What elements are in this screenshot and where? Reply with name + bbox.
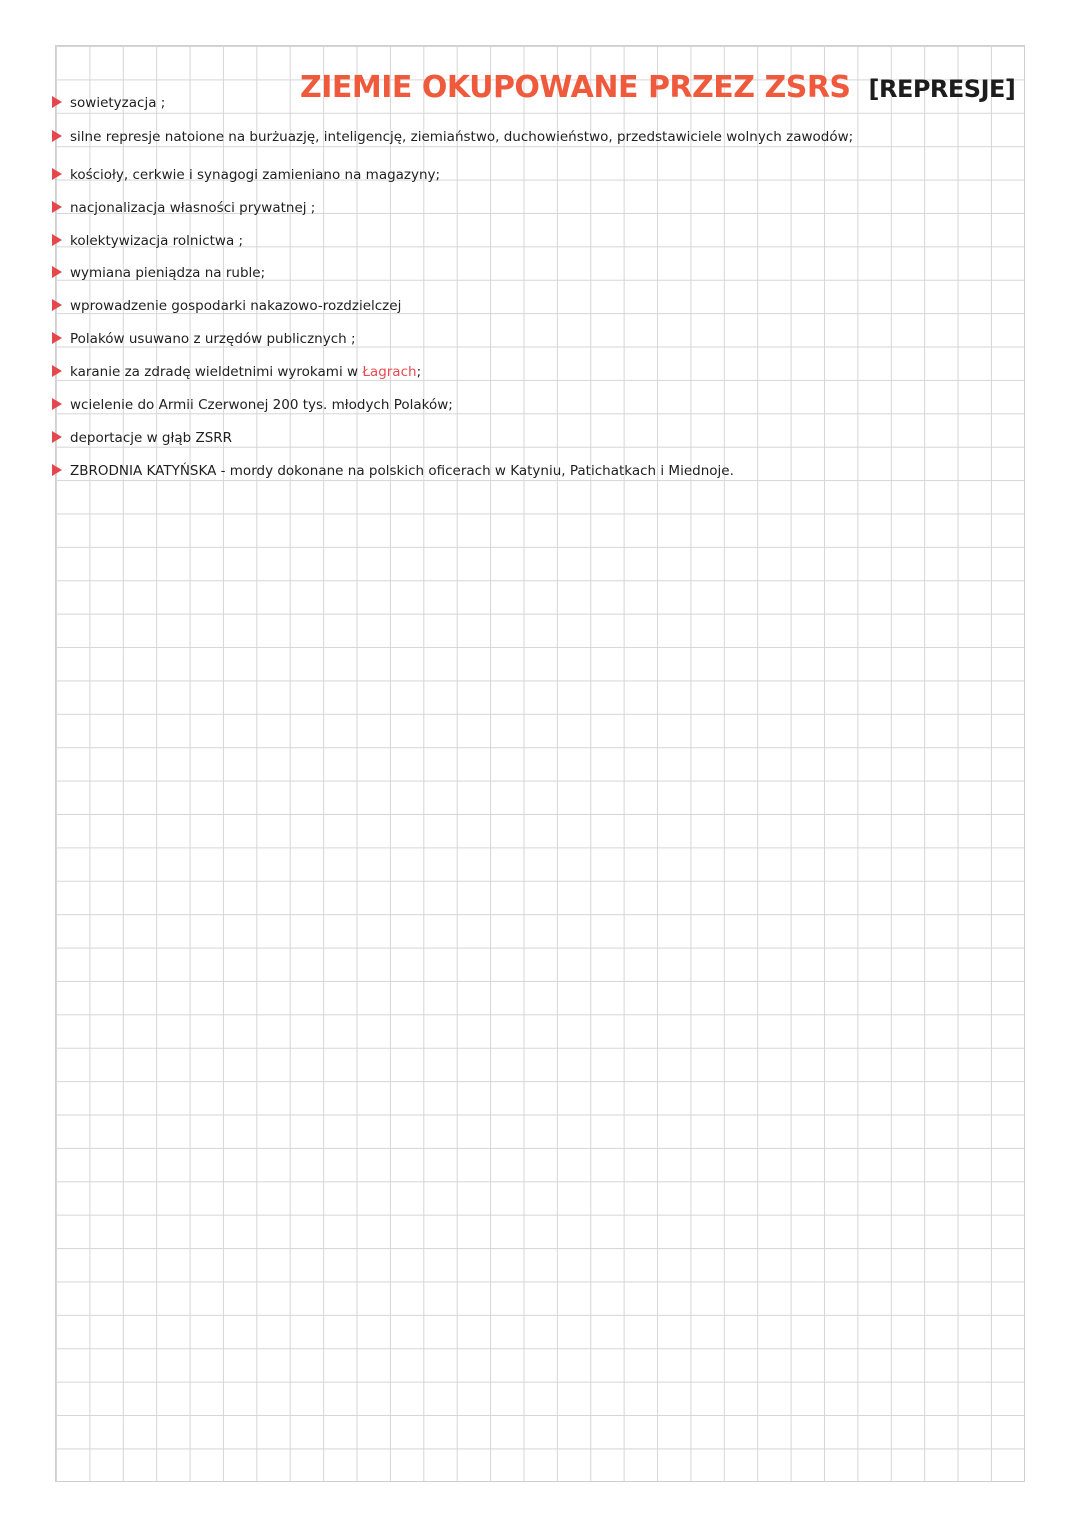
triangle-bullet-icon: [52, 96, 62, 108]
list-item: [52, 197, 315, 219]
triangle-bullet-icon: [52, 201, 62, 213]
list-item: [52, 126, 853, 148]
list-item: [52, 427, 232, 449]
list-item: [52, 295, 401, 317]
list-item-text: wcielenie do Armii Czerwonej 200 tys. młodych Polaków;: [70, 397, 453, 413]
list-item-text: kolektywizacja rolnictwa ;: [70, 233, 244, 249]
list-item-text: wprowadzenie gospodarki nakazowo-rozdzielczej: [70, 298, 402, 314]
list-item: [52, 262, 265, 284]
list-item-text: nacjonalizacja własności prywatnej ;: [70, 200, 316, 216]
list-item-text: deportacje w głąb ZSRR: [70, 430, 233, 446]
triangle-bullet-icon: [52, 299, 62, 311]
triangle-bullet-icon: [52, 332, 62, 344]
triangle-bullet-icon: [52, 365, 62, 377]
triangle-bullet-icon: [52, 130, 62, 142]
triangle-bullet-icon: [52, 431, 62, 443]
triangle-bullet-icon: [52, 464, 62, 476]
list-item-highlight: Łagrach: [362, 364, 417, 380]
list-item-text-before: karanie za zdradę wieldetnimi wyrokami w: [70, 364, 363, 380]
list-item: [52, 460, 734, 482]
list-item: [52, 92, 165, 114]
list-item: [52, 328, 356, 350]
list-item-text-after: ;: [416, 364, 422, 380]
list-item: [52, 361, 421, 383]
triangle-bullet-icon: [52, 168, 62, 180]
list-item: [52, 230, 243, 252]
list-item-text: ZBRODNIA KATYŃSKA - mordy dokonane na polskich oficerach w Katyniu, Patichatkach i Miednoje.: [70, 463, 734, 479]
triangle-bullet-icon: [52, 266, 62, 278]
title-subtitle-represje: [REPRESJE]: [868, 75, 1016, 104]
list-item-text: kościoły, cerkwie i synagogi zamieniano na magazyny;: [70, 167, 441, 183]
title-main: ZIEMIE OKUPOWANE PRZEZ ZSRS: [300, 70, 851, 106]
triangle-bullet-icon: [52, 398, 62, 410]
triangle-bullet-icon: [52, 234, 62, 246]
list-item: [52, 164, 440, 186]
list-item-text: sowietyzacja ;: [70, 95, 166, 111]
list-item-text: Polaków usuwano z urzędów publicznych ;: [70, 331, 356, 347]
list-item-text: wymiana pieniądza na ruble;: [70, 265, 266, 281]
list-item-text: silne represje natoione na burżuazję, inteligencję, ziemiaństwo, duchowieństwo, przedstawiciele wolnych zawodów;: [70, 129, 854, 145]
list-item: [52, 394, 453, 416]
